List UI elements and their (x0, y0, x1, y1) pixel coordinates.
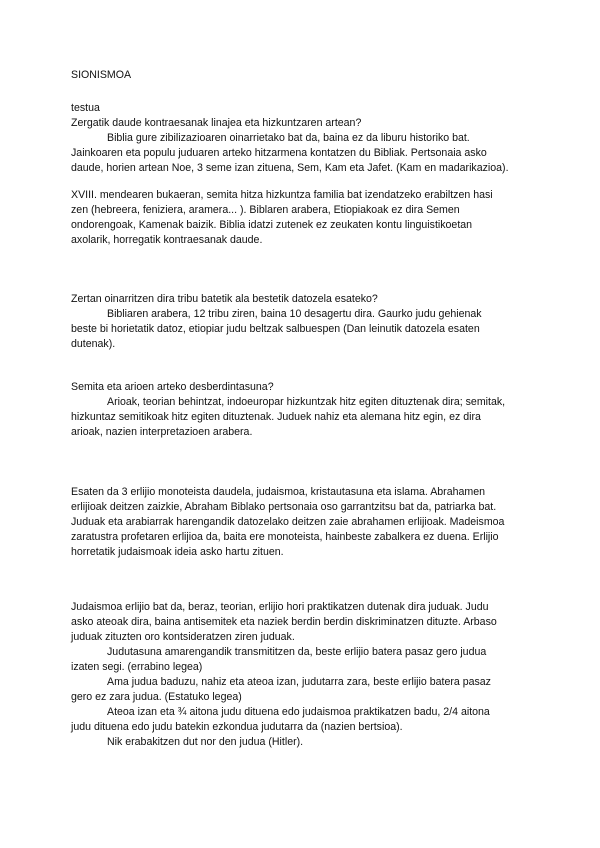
section-3-line-1: Bibliaren arabera, 12 tribu ziren, baina 10 desagertu dira. Gaurko judu gehienak (107, 308, 482, 320)
section-4-line-3: arioak, nazien interpretazioen arabera. (71, 426, 253, 438)
section-3-line-3: dutenak). (71, 338, 116, 350)
section-1-line-2: Jainkoaren eta populu juduaren arteko hitzarmena kontatzen du Bibliak. Pertsonaia asko (71, 147, 487, 159)
section-6-line-7: gero ez zara judua. (Estatuko legea) (71, 691, 242, 703)
section-2-line-2: zen (hebreera, feniziera, aramera... ). Biblaren arabera, Etiopiakoak ez dira Semen (71, 204, 460, 216)
section-3-question: Zertan oinarritzen dira tribu batetik ala bestetik datozela esateko? (71, 293, 378, 305)
section-2-line-3: ondorengoak, Kamenak baizik. Biblia idatzi zutenek ez zeukaten kontu linguistikoetan (71, 219, 473, 231)
section-4-line-2: hizkuntaz semitikoak hitz egiten dituztenak. Juduek nahiz eta alemana hitz egin, ez dira (71, 411, 481, 423)
section-4-question: Semita eta arioen arteko desberdintasuna? (71, 381, 274, 393)
section-5-line-4: zaratustra profetaren erlijioa da, baita ere monoteista, hainbeste zabalkera ez duena. Erlijio (71, 531, 499, 543)
section-2-line-4: axolarik, horregatik kontraesanak daude. (71, 234, 263, 246)
section-1-line-1: Biblia gure zibilizazioaren oinarrietako bat da, baina ez da liburu historiko bat. (107, 132, 470, 144)
section-6-line-2: asko ateoak dira, baina antisemitek eta naziek berdin berdin diskriminatzen dituzte. Arbaso (71, 616, 497, 628)
section-6-line-1: Judaismoa erlijio bat da, beraz, teorian, erlijio hori praktikatzen dutenak dira juduak. Judu (71, 601, 489, 613)
section-4-line-1: Arioak, teorian behintzat, indoeuropar hizkuntzak hitz egiten dituztenak dira; semitak, (107, 396, 506, 408)
section-6-line-6: Ama judua baduzu, nahiz eta ateoa izan, judutarra zara, beste erlijio batera pasaz (107, 676, 491, 688)
section-6-line-8: Ateoa izan eta ¾ aitona judu dituena edo judaismoa praktikatzen badu, 2/4 aitona (107, 706, 490, 718)
section-5-line-5: horretatik judaismoak ideia asko hartu zituen. (71, 546, 284, 558)
document-title: SIONISMOA (71, 69, 132, 81)
section-6-line-10: Nik erabakitzen dut nor den judua (Hitler). (107, 736, 304, 748)
section-6-line-4: Judutasuna amarengandik transmititzen da, beste erlijio batera pasaz gero judua (107, 646, 487, 658)
section-2-line-1: XVIII. mendearen bukaeran, semita hitza hizkuntza familia bat izendatzeko erabiltzen hasi (71, 189, 493, 201)
section-6-line-3: juduak zituzten oro kontsideratzen ziren juduak. (71, 631, 295, 643)
section-5-line-2: erlijioak deitzen zaizkie, Abraham Biblako pertsonaia oso garrantzitsu bat da, patriarka bat. (71, 501, 497, 513)
section-5-line-3: Juduak eta arabiarrak harengandik datozelako deitzen zaie abrahamen erlijioak. Madeismoa (71, 516, 505, 528)
section-1-question: Zergatik daude kontraesanak linajea eta hizkuntzaren artean? (71, 117, 362, 129)
section-3-line-2: beste bi horietatik datoz, etiopiar judu beltzak salbuespen (Dan leinutik datozela esaten (71, 323, 480, 335)
section-1-line-3: daude, horien artean Noe, 3 seme izan zituena, Sem, Kam eta Jafet. (Kam en madarikazioa). (71, 162, 509, 174)
section-5-line-1: Esaten da 3 erlijio monoteista daudela, judaismoa, kristautasuna eta islama. Abrahamen (71, 486, 485, 498)
section-6-line-9: judu dituena edo judu batekin ezkondua judutarra da (nazien bertsioa). (71, 721, 403, 733)
section-6-line-5: izaten segi. (errabino legea) (71, 661, 203, 673)
document-subtitle: testua (71, 102, 100, 114)
